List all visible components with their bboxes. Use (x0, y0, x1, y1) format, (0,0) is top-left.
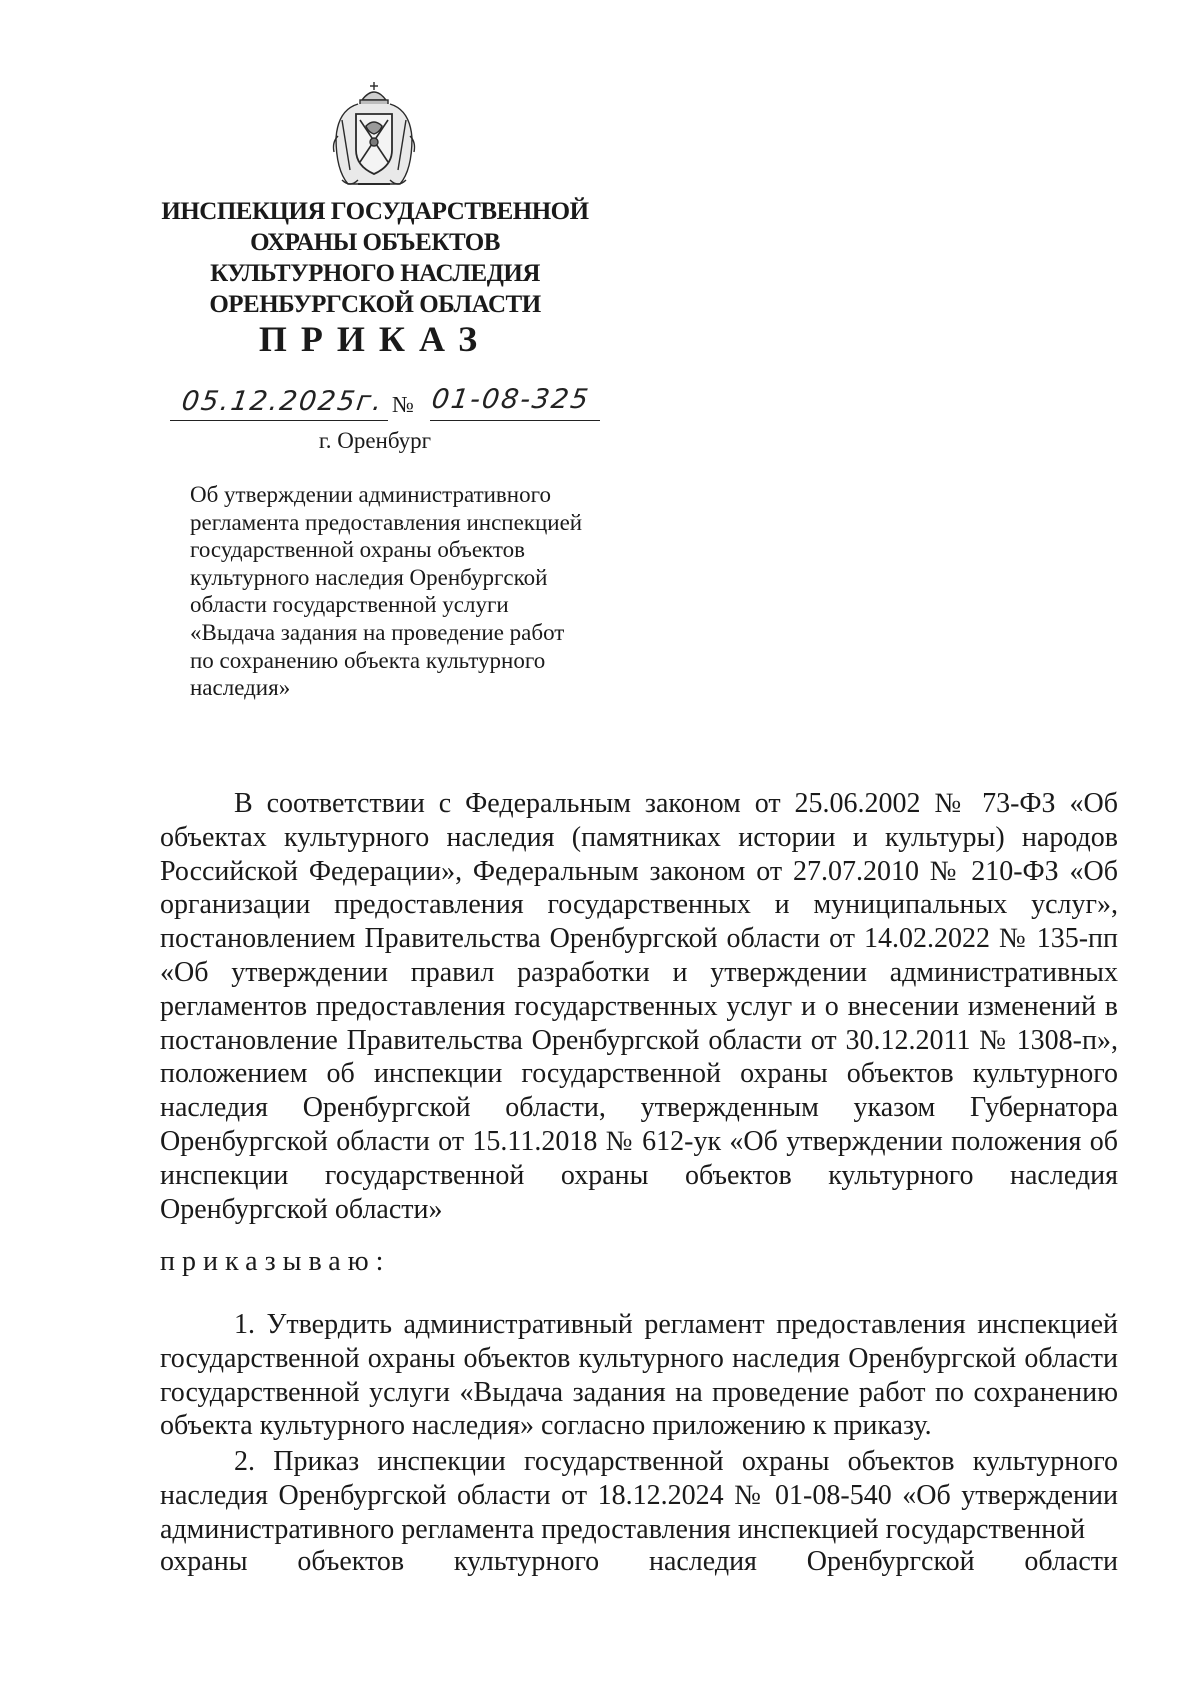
word: охраны (160, 1546, 248, 1577)
city: г. Оренбург (318, 428, 432, 453)
word: Оренбургской (806, 1546, 975, 1577)
org-line: ОХРАНЫ ОБЪЕКТОВ (250, 229, 500, 256)
org-line: ИНСПЕКЦИЯ ГОСУДАРСТВЕННОЙ (161, 198, 589, 225)
org-line: КУЛЬТУРНОГО НАСЛЕДИЯ (210, 260, 540, 287)
coat-of-arms-icon (328, 80, 420, 190)
date-underline (170, 420, 388, 421)
order-subject: Об утверждении административного регламента предоставления инспекцией государственной охраны объектов культурного наследия Оренбургской области государственной услуги «Выдача задания на проведение работ по сохранению объекта культурного наследия» (190, 482, 583, 701)
order-word: приказываю: (160, 1246, 391, 1277)
word: культурного (453, 1546, 600, 1577)
order-number: 01-08-325 (429, 384, 592, 415)
document-type-title: ПРИКАЗ (258, 319, 492, 359)
order-item-1: 1. Утвердить административный регламент предоставления инспекцией государственной охраны объектов культурного наследия Оренбургской области государственной услуги «Выдача задания на проведение работ по сохранению объекта культурного наследия» согласно приложению к приказу. (160, 1309, 1118, 1442)
word: наследия (648, 1546, 757, 1577)
word: объектов (297, 1546, 405, 1577)
order-item-2: 2. Приказ инспекции государственной охраны объектов культурного наследия Оренбургской области от 18.12.2024 № 01-08-540 «Об утверждении административного регламента предоставления инспекцией государственной (160, 1446, 1118, 1545)
organization-name (160, 196, 590, 320)
preamble-paragraph: В соответствии с Федеральным законом от 25.06.2002 № 73-ФЗ «Об объектах культурного наследия (памятниках истории и культуры) народов Российской Федерации», Федеральным законом от 27.07.2010 № 210-ФЗ «Об организации предоставления государственных и муниципальных услуг», постановлением Правительства Оренбургской области от 14.02.2022 № 135-пп «Об утверждении правил разработки и утверждении административных регламентов предоставления государственных услуг и о внесении изменений в постановление Правительства Оренбургской области от 30.12.2011 № 1308-п», положением об инспекции государственной охраны объектов культурного наследия Оренбургской области, утвержденным указом Губернатора Оренбургской области от 15.11.2018 № 612-ук «Об утверждении положения об инспекции государственной охраны объектов культурного наследия Оренбургской области» (160, 788, 1118, 1225)
org-line: ОРЕНБУРГСКОЙ ОБЛАСТИ (209, 291, 541, 318)
order-meta (170, 386, 600, 426)
order-date: 05.12.2025г. (179, 386, 386, 417)
word: области (1024, 1546, 1118, 1577)
number-underline (430, 420, 600, 421)
order-item-2-continued (160, 1546, 1118, 1578)
number-label: № (392, 392, 414, 417)
